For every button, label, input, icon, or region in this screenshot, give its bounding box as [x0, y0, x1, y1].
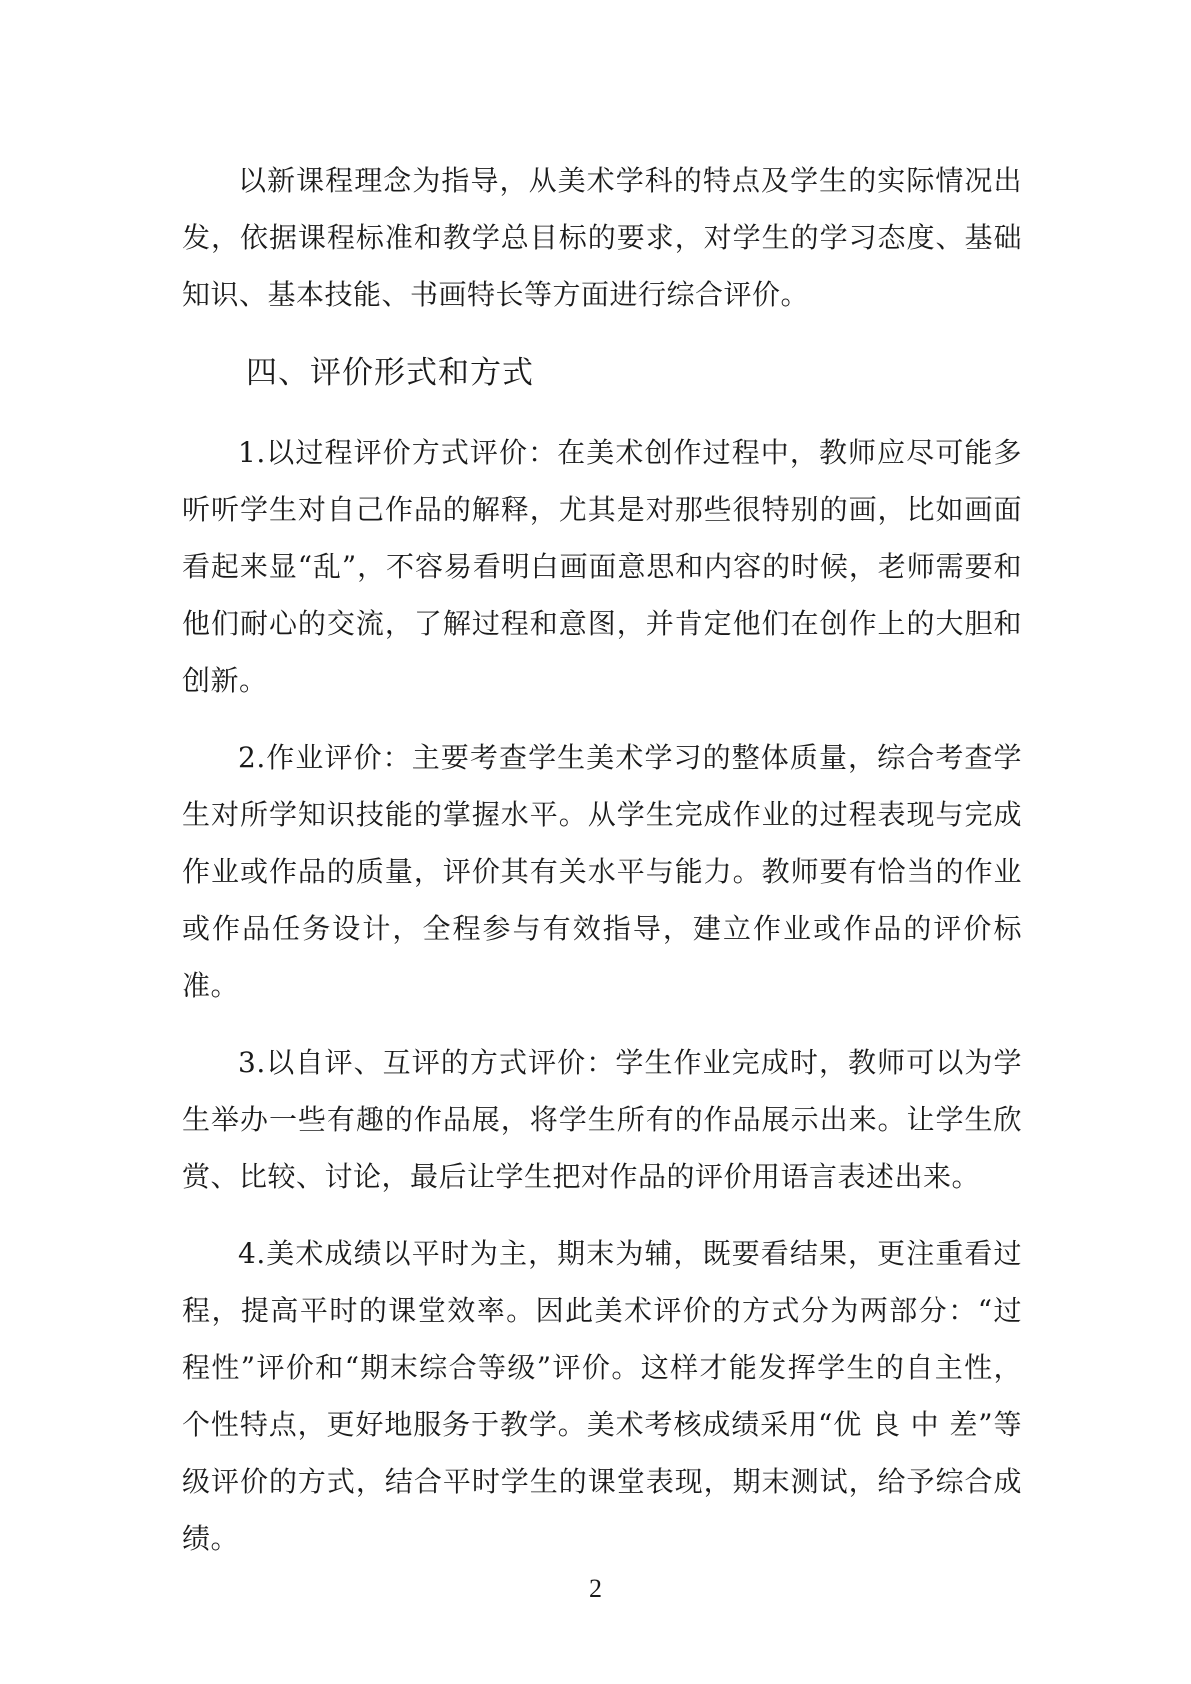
intro-paragraph: 以新课程理念为指导，从美术学科的特点及学生的实际情况出发，依据课程标准和教学总目标的要求，对学生的学习态度、基础知识、基本技能、书画特长等方面进行综合评价。: [182, 164, 1022, 311]
section-heading: 四、评价形式和方式: [246, 355, 534, 391]
page-number: 2: [589, 1574, 602, 1603]
paragraph-2: 2.作业评价：主要考查学生美术学习的整体质量，综合考查学生对所学知识技能的掌握水平。从学生完成作业的过程表现与完成作业或作品的质量，评价其有关水平与能力。教师要有恰当的作业或作品任务设计，全程参与有效指导，建立作业或作品的评价标准。: [182, 741, 1022, 1002]
paragraph-1: 1.以过程评价方式评价：在美术创作过程中，教师应尽可能多听听学生对自己作品的解释，尤其是对那些很特别的画，比如画面看起来显“乱”，不容易看明白画面意思和内容的时候，老师需要和他们耐心的交流，了解过程和意图，并肯定他们在创作上的大胆和创新。: [182, 436, 1022, 697]
paragraph-3: 3.以自评、互评的方式评价：学生作业完成时，教师可以为学生举办一些有趣的作品展，将学生所有的作品展示出来。让学生欣赏、比较、讨论，最后让学生把对作品的评价用语言表述出来。: [182, 1046, 1022, 1193]
document-body: [182, 152, 1022, 1567]
paragraph-4: 4.美术成绩以平时为主，期末为辅，既要看结果，更注重看过程，提高平时的课堂效率。因此美术评价的方式分为两部分：“过程性”评价和“期末综合等级”评价。这样才能发挥学生的自主性，个性特点，更好地服务于教学。美术考核成绩采用“优 良 中 差”等级评价的方式，结合平时学生的课堂表现，期末测试，给予综合成绩。: [182, 1237, 1022, 1555]
